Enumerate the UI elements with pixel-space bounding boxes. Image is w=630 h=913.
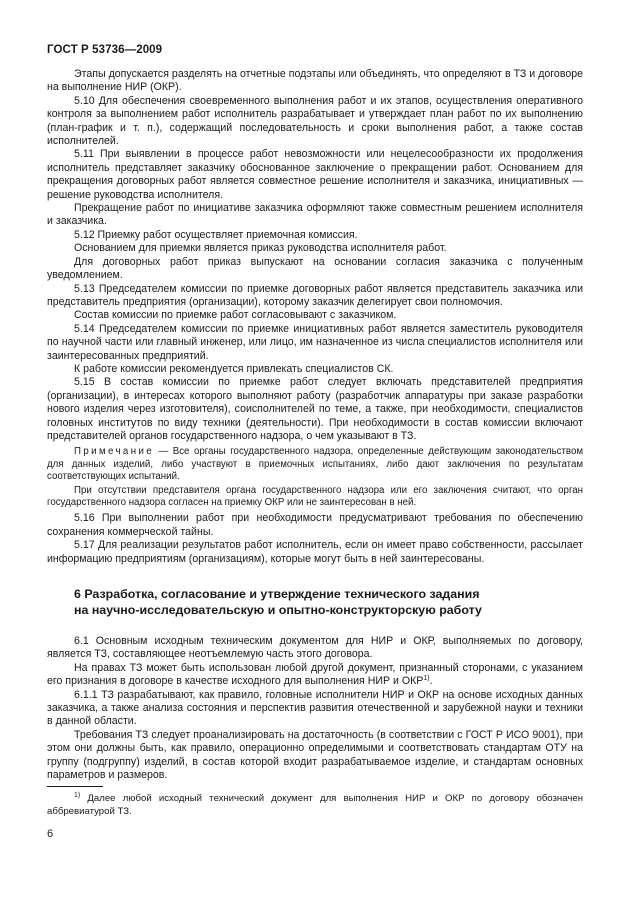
paragraph: 5.11 При выявлении в процессе работ невозможности или нецелесообразности их продолжения исполнитель представляет заказчику обоснованное заключение о прекращении работ. Основанием для прекращения договорных работ является совместное решение исполнителя и заказчика, инициативных — решение руководства исполнителя. bbox=[47, 148, 583, 201]
paragraph: Состав комиссии по приемке работ согласовывают с заказчиком. bbox=[74, 309, 397, 322]
paragraph: Требования ТЗ следует проанализировать на достаточность (в соответствии с ГОСТ Р ИСО 9001), при этом они должны быть, как правило, операционно определимыми и соответствовать стандартам ОТУ на группу (подгруппу) изделий, в состав которой входит разрабатываемое изделие, и стандартам основных параметров и размеров. bbox=[47, 728, 583, 782]
document-body bbox=[47, 68, 583, 782]
paragraph: 5.17 Для реализации результатов работ исполнитель, если он имеет право собственности, рассылает информацию предприятиям (организациям), которые могут быть в ней заинтересованы. bbox=[47, 539, 583, 565]
paragraph bbox=[47, 662, 583, 689]
section-heading bbox=[47, 586, 583, 618]
section-heading-line: 6 Разработка, согласование и утверждение технического задания bbox=[74, 587, 480, 602]
document-header: ГОСТ Р 53736—2009 bbox=[47, 44, 163, 56]
note-label: Примечание bbox=[74, 446, 155, 458]
paragraph: 5.13 Председателем комиссии по приемке договорных работ является представитель заказчика или представитель предприятия (организации), которому заказчик делегирует свои полномочия. bbox=[47, 282, 583, 308]
footnote-mark: 1) bbox=[74, 792, 81, 799]
note-text: — Все органы государственного надзора, определенные действующим законодательством для данных изделий, либо участвуют в приемочных испытаниях, либо дают заключения по результатам соответствующих испытаний. bbox=[47, 446, 583, 482]
paragraph: 6.1 Основным исходным техническим документом для НИР и ОКР, выполняемых по договору, является ТЗ, составляющее неотъемлемую часть этого договора. bbox=[47, 635, 583, 661]
paragraph: 5.12 Приемку работ осуществляет приемочная комиссия. bbox=[74, 228, 358, 241]
footnote-reference[interactable]: 1) bbox=[423, 675, 430, 683]
paragraph: 5.15 В состав комиссии по приемке работ следует включать представителей предприятия (организации), в интересах которого выполняют работу (разработчик аппаратуры при заказе разработки нового изделия через изготовителя), соисполнителей по теме, а также, при необходимости, специалистов головных институтов по виду техники (деятельности). При необходимости в состав комиссии включают представителей органов государственного надзора, о чем указывают в ТЗ. bbox=[47, 376, 583, 442]
section-heading-line: на научно-исследовательскую и опытно-конструкторскую работу bbox=[74, 603, 482, 618]
paragraph: 5.10 Для обеспечения своевременного выполнения работ и их этапов, осуществления оперативного контроля за выполнением работ исполнитель разрабатывает и утверждает план работ по их выполнению (план-график и т. п.), содержащий последовательность и сроки выполнения работ, а также состав исполнителей. bbox=[47, 94, 583, 148]
paragraph: 5.16 При выполнении работ при необходимости предусматривают требования по обеспечению сохранения коммерческой тайны. bbox=[47, 512, 583, 538]
paragraph: Для договорных работ приказ выпускают на основании согласия заказчика с полученным уведомлением. bbox=[47, 255, 583, 282]
paragraph: Прекращение работ по инициативе заказчика оформляют также совместным решением исполнителя и заказчика. bbox=[47, 202, 583, 228]
paragraph-text: На правах ТЗ может быть использован любой другой документ, признанный сторонами, с указанием его признания в договоре в качестве исходного для выполнения НИР и ОКР bbox=[47, 661, 583, 688]
footnote-text bbox=[47, 792, 583, 818]
paragraph: К работе комиссии рекомендуется привлекать специалистов СК. bbox=[74, 362, 394, 375]
paragraph: 6.1.1 ТЗ разрабатывают, как правило, головные исполнители НИР и ОКР на основе исходных данных заказчика, а также анализа состояния и перспектив развития отечественной и зарубежной науки и техники в данной области. bbox=[47, 688, 583, 728]
paragraph-end: . bbox=[429, 675, 433, 688]
footnote-body: Далее любой исходный технический документ для выполнения НИР и ОКР по договору обозначен аббревиатурой ТЗ. bbox=[47, 793, 583, 817]
paragraph: Основанием для приемки является приказ руководства исполнителя работ. bbox=[74, 242, 447, 255]
page-number: 6 bbox=[47, 828, 54, 840]
footnote bbox=[47, 792, 583, 818]
footnote-separator bbox=[47, 786, 103, 787]
paragraph: 5.14 Председателем комиссии по приемке инициативных работ является заместитель руководителя по научной части или главный инженер, или лицо, им назначенное из числа специалистов исполнителя или заинтересованных предприятий. bbox=[47, 322, 583, 362]
note-paragraph: При отсутствии представителя органа государственного надзора или его заключения считают, что орган государственного надзора согласен на приемку ОКР или не заинтересован в ней. bbox=[47, 484, 583, 509]
note-paragraph bbox=[47, 446, 583, 483]
paragraph: Этапы допускается разделять на отчетные подэтапы или объединять, что определяют в ТЗ и договоре на выполнение НИР (ОКР). bbox=[47, 68, 583, 94]
